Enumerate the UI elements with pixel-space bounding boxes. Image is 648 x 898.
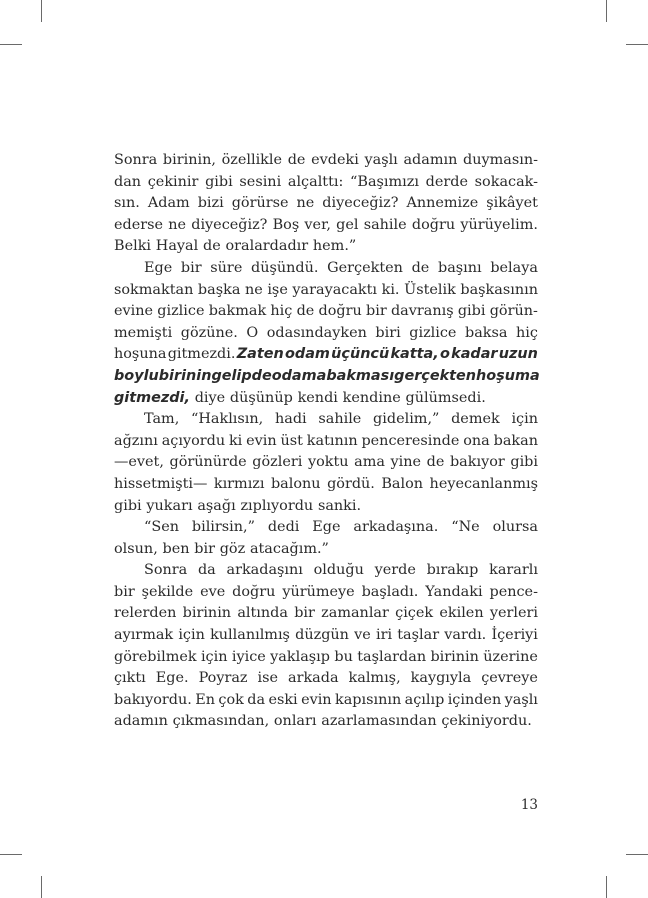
word: da [247,691,266,708]
word: ben [162,540,190,557]
text-line [114,431,538,453]
word: Sonra [144,562,188,579]
word: Gerçekten [327,259,403,276]
word: eve [200,583,226,600]
text-line [114,690,538,712]
word: ne [168,216,187,233]
word: derde [425,173,468,190]
word: için [511,411,538,428]
text-line [114,582,538,604]
word: dedi [267,519,300,536]
text-line [114,647,538,669]
crop-mark [606,876,607,898]
emphasized-word: de [251,367,272,384]
word: Yandaki [425,583,483,600]
word: azarlamasından [321,713,437,730]
word: evin [246,432,277,449]
emphasized-word: kadar [451,346,498,363]
emphasized-word: o [439,346,450,363]
word: işe [267,281,288,298]
word: bu [334,648,353,665]
word: “Ne [451,519,480,536]
word: başladı. [361,583,419,600]
word: yine [390,454,422,471]
word: bir [194,540,215,557]
word: adamın [114,713,168,730]
word: hoşuna [114,346,167,363]
word: bakmak [208,303,267,320]
word: baksa [465,324,508,341]
text-line [114,172,538,194]
word: Ege [144,259,173,276]
word: Balon [381,475,424,492]
word: sahile [318,411,362,428]
word: gitmezdi. [167,346,236,363]
text-line [114,625,538,647]
word: hadi [274,411,307,428]
word: kalmış, [348,670,401,687]
paragraph [114,150,538,258]
text-line [114,366,538,388]
word: bir [114,583,135,600]
word: O [246,324,259,341]
emphasized-word: gelip [211,367,252,384]
word: de [426,454,445,471]
emphasized-word: odama [271,367,327,384]
word: altında [237,605,288,622]
crop-mark [41,0,42,22]
word: kapısının [334,691,402,708]
word: içinden [447,691,502,708]
word: bir [294,605,315,622]
word: gözüne. [180,324,238,341]
word: gibi [114,497,142,514]
word: çevreye [481,670,538,687]
word: çekiniyordu. [441,713,532,730]
word: ne [296,195,315,212]
word: gözleri [252,454,303,471]
word: ve [354,627,371,644]
word: zıplıyordu [240,497,314,514]
word: yürümeye [282,583,355,600]
body-text [114,150,538,733]
word: yukarı [146,497,193,514]
word: oralardadır [225,238,309,255]
paragraph [114,517,538,560]
word: vardı. [444,627,487,644]
word: olduğu [313,562,364,579]
word: kullanılmış [210,627,290,644]
text-line [114,193,538,215]
word: Ege [312,519,341,536]
emphasized-word: hoşuma [476,367,540,384]
word: kendi [297,389,338,406]
word: doğru [232,583,276,600]
text-line [114,560,538,582]
word: Annemize [406,195,479,212]
crop-mark [41,876,42,898]
text-line [114,711,538,733]
word: Sonra [114,152,158,168]
word: gizlice [409,324,457,341]
word: Tam, [144,411,180,428]
word: gülümsedi. [405,389,486,406]
word: “Sen [144,519,179,536]
word: “Haklısın, [191,411,264,428]
word: zamanlar [321,605,389,622]
emphasized-word: uzun [498,346,538,363]
text-line [114,388,538,410]
word: şikâyet [486,195,538,212]
word: gidelim,” [373,411,440,428]
word: onları [273,713,317,730]
word: yarayacaktı [292,281,378,298]
word: sokacak- [474,173,538,190]
word: sın. [114,195,140,212]
word: olsun, [114,540,158,557]
word: kendine [342,389,401,406]
word: çıkmasından, [172,713,270,730]
word: yerleri [489,605,538,622]
word: yoktu [307,454,349,471]
emphasized-word: katta, [390,346,439,363]
text-line [114,258,538,280]
word: kırmızı [213,475,265,492]
word: Hayal [155,238,199,255]
word: pence- [489,583,538,600]
word: üst [280,432,303,449]
word: özellikle [221,152,283,168]
word: sokmaktan [114,281,194,298]
word: gel [336,216,359,233]
word: açılıp [404,691,445,708]
word: görebilmek [114,648,197,665]
word: evine [114,303,154,320]
word: hiç [516,324,538,341]
word: duymasın- [463,152,538,168]
text-line [114,236,538,258]
text-line [114,496,538,518]
word: sesini [239,173,282,190]
word: memişti [114,324,173,341]
word: kaygıyla [410,670,472,687]
word: ne [244,281,263,298]
text-line [114,280,538,302]
text-line [114,603,538,625]
word: başını [438,259,482,276]
word: En [195,691,216,708]
word: görünürde [169,454,247,471]
word: demek [451,411,500,428]
word: alçalttı: [287,173,344,190]
word: düşündü. [251,259,319,276]
word: belaya [490,259,538,276]
word: ki. [381,281,400,298]
word: —evet, [114,454,164,471]
word: ise [257,670,278,687]
word: birinin [182,605,232,622]
page-number: 13 [520,797,538,813]
emphasized-word: bakması [326,367,395,384]
word: odasındayken [266,324,367,341]
emphasized-word: Zaten [236,346,284,363]
emphasized-word: boylu [114,367,159,384]
word: diye [194,389,226,406]
paragraph [114,258,538,409]
emphasized-word: odam [285,346,330,363]
word: için [178,627,205,644]
word: görürse [231,195,289,212]
word: İçeriyi [491,627,538,644]
word: yürüyelim. [460,216,538,233]
word: düzgün [295,627,349,644]
word: bakan [493,432,538,449]
word: bir [366,303,387,320]
word: evdeki [311,152,359,168]
crop-mark [0,854,22,855]
word: heyecanlanmış [429,475,538,492]
word: sahile [363,216,407,233]
word: ederse [114,216,164,233]
word: arkadaşına. [353,519,439,536]
word: doğru [411,216,456,233]
word: görün- [489,303,538,320]
word: birinin [430,648,479,665]
word: Belki [114,238,152,255]
word: ekilen [439,605,484,622]
word: iyice [231,648,266,665]
word: dan [114,173,142,190]
word: evin [301,691,332,708]
word: adamın [403,152,458,168]
word: göz [219,540,246,557]
word: gizlice [157,303,205,320]
word: üzerine [483,648,538,665]
word: de [296,303,315,320]
word: yaşlı [504,691,538,708]
word: katının [306,432,358,449]
crop-mark [606,0,607,22]
word: penceresinde [361,432,460,449]
text-line [114,215,538,237]
word: olursa [492,519,538,536]
text-line [114,452,538,474]
paragraph [114,409,538,517]
word: yerde [374,562,416,579]
word: başkasının [460,281,538,298]
text-line [114,344,538,366]
word: için [200,648,228,665]
word: Boş [272,216,300,233]
word: diyeceğiz? [191,216,268,233]
word: Adam [147,195,190,212]
word: gördü. [327,475,375,492]
word: birinin, [162,152,216,168]
text-line [114,668,538,690]
word: davranış [390,303,454,320]
word: hissetmişti— [114,475,208,492]
word: eski [268,691,298,708]
word: gibi [457,303,486,320]
word: ver, [304,216,331,233]
word: de [411,259,430,276]
word: biri [375,324,401,341]
word: atacağım.” [249,540,329,557]
word: yaşlı [364,152,398,168]
word: da [197,562,216,579]
word: diyeceğiz? [322,195,399,212]
word: çıktı [114,670,146,687]
crop-mark [0,44,22,45]
word: sanki. [317,497,362,514]
text-line [114,301,538,323]
word: de [287,152,306,168]
crop-mark [626,44,648,45]
word: relerden [114,605,177,622]
word: gibi [205,173,233,190]
word: ayırmak [114,627,174,644]
paragraph [114,560,538,733]
word: hiç [270,303,293,320]
emphasized-word: gitmezdi, [114,389,190,406]
word: arkada [287,670,339,687]
word: çekinir [147,173,199,190]
word: gibi [510,454,538,471]
word: “Başımızı [350,173,419,190]
word: bizi [197,195,224,212]
word: taşlardan [357,648,427,665]
word: çiçek [395,605,434,622]
word: bir [180,259,202,276]
word: yaklaşıp [270,648,330,665]
word: taşlar [397,627,440,644]
word: ki [228,432,243,449]
text-line [114,517,538,539]
emphasized-word: birinin [158,367,212,384]
word: bırakıp [426,562,479,579]
word: balonu [270,475,321,492]
word: bakıyordu. [114,691,192,708]
word: arkadaşını [226,562,303,579]
word: hem.” [312,238,357,255]
word: bilirsin,” [191,519,255,536]
word: ona [463,432,490,449]
word: Ege. [155,670,189,687]
word: bakıyor [449,454,505,471]
word: iri [375,627,393,644]
text-line [114,539,538,561]
word: ağzını [114,432,158,449]
word: aşağı [197,497,236,514]
word: Üstelik [404,281,456,298]
word: açıyordu [161,432,226,449]
word: ama [354,454,385,471]
word: kararlı [489,562,538,579]
word: Poyraz [198,670,248,687]
word: başka [197,281,241,298]
text-line [114,150,538,172]
emphasized-word: gerçekten [394,367,477,384]
word: şekilde [141,583,194,600]
crop-mark [626,854,648,855]
word: de [202,238,221,255]
text-line [114,409,538,431]
emphasized-word: üçüncü [331,346,390,363]
word: çok [218,691,244,708]
word: süre [210,259,243,276]
text-line [114,474,538,496]
text-line [114,323,538,345]
word: doğru [318,303,362,320]
word: düşünüp [229,389,293,406]
